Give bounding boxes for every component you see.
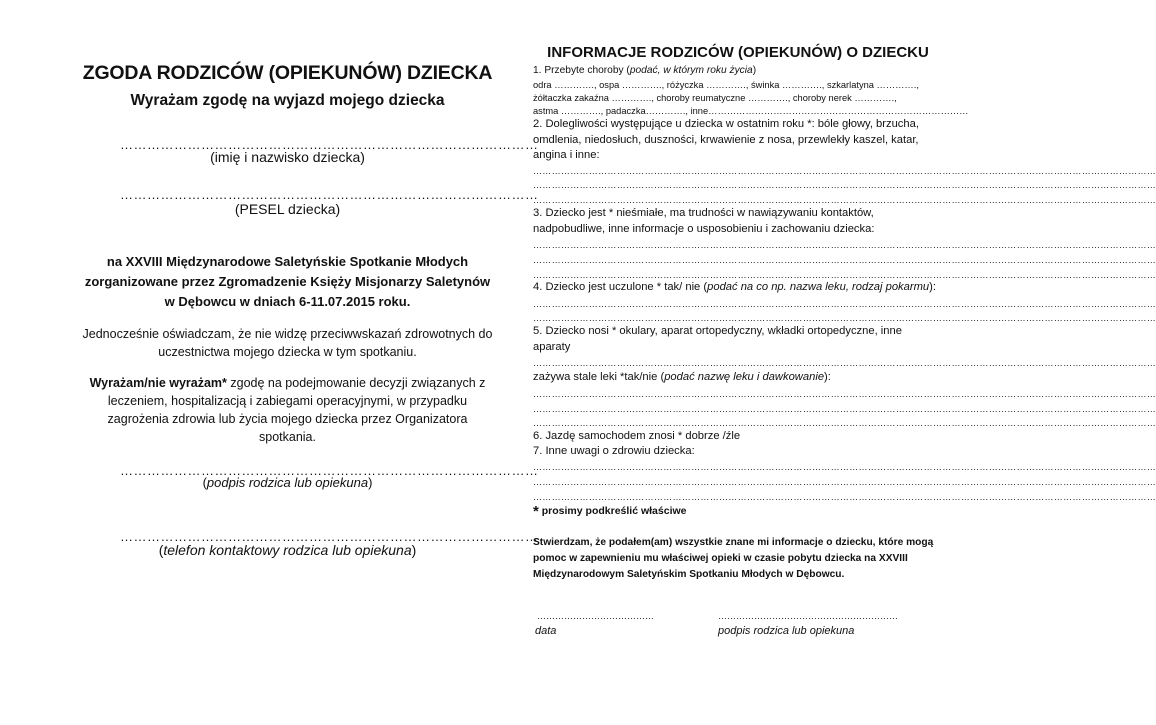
- pesel-caption: (PESEL dziecka): [234, 201, 341, 217]
- date-field[interactable]: …………………………………: [537, 611, 654, 621]
- q1-line-3[interactable]: astma …………., padaczka…………., inne…………………………………………………………………………: [533, 106, 969, 116]
- meds-suffix: ):: [824, 371, 831, 383]
- parent-statement: Stwierdzam, że podałem(am) wszystkie znane mi informacje o dziecku, które mogą pomoc w zapewnieniu mu właściwej opieki w czasie pobytu dziecka na XXVIII Międzynarodowym Saletyńskim Spotkaniu Młodych w Dębowcu.: [533, 537, 934, 580]
- q5-answer-1[interactable]: …………………………………………………………………………………………………………………………………………………………………………………: [533, 358, 1156, 368]
- q1-line-2[interactable]: żółtaczka zakaźna …………., choroby reumatyczne …………., choroby nerek ………….,: [533, 93, 897, 103]
- child-name-caption: (imię i nazwisko dziecka): [210, 149, 365, 165]
- consent-title: ZGODA RODZICÓW (OPIEKUNÓW) DZIECKA: [82, 62, 493, 84]
- parent-signature-label: podpis rodzica lub opiekuna: [718, 625, 855, 637]
- meds-text: [533, 370, 943, 386]
- meds-hint: podać nazwę leku i dawkowanie: [664, 371, 825, 383]
- q2-answer-3[interactable]: …………………………………………………………………………………………………………………………………………………………………………………: [533, 195, 1156, 205]
- q7-text: 7. Inne uwagi o zdrowiu dziecka:: [533, 445, 695, 457]
- q3-answer-3[interactable]: …………………………………………………………………………………………………………………………………………………………………………………: [533, 270, 1156, 280]
- consent-text: zgodę na podejmowanie decyzji związanych z leczeniem, hospitalizacją i zabiegami operacyjnymi, w przypadku zagrożenia zdrowia lub życia mojego dziecka przez Organizatora spotkania.: [107, 376, 486, 444]
- medical-consent: [80, 374, 495, 446]
- date-label: data: [535, 625, 557, 637]
- q2-answer-2[interactable]: …………………………………………………………………………………………………………………………………………………………………………………: [533, 180, 1156, 190]
- q4-prefix: 4. Dziecko jest uczulone * tak/ nie (: [533, 281, 708, 293]
- info-title: INFORMACJE RODZICÓW (OPIEKUNÓW) O DZIECKU: [547, 44, 929, 61]
- event-line-3: w Dębowcu w dniach 6-11.07.2015 roku.: [164, 294, 411, 309]
- pesel-field[interactable]: …………………………………………………………………………………: [120, 187, 539, 202]
- meds-answer-2[interactable]: …………………………………………………………………………………………………………………………………………………………………………………: [533, 404, 1156, 414]
- q4-answer-1[interactable]: …………………………………………………………………………………………………………………………………………………………………………………: [533, 299, 1156, 309]
- consent-choice: Wyrażam/nie wyrażam*: [89, 376, 227, 390]
- phone-caption: (telefon kontaktowy rodzica lub opiekuna): [158, 542, 417, 558]
- q4-suffix: ):: [929, 281, 936, 293]
- event-line-2: zorganizowane przez Zgromadzenie Księży Misjonarzy Saletynów: [84, 274, 491, 289]
- note-text: prosimy podkreślić właściwe: [538, 505, 687, 517]
- q4-answer-2[interactable]: …………………………………………………………………………………………………………………………………………………………………………………: [533, 313, 1156, 323]
- signature-field[interactable]: …………………………………………………………………………………: [120, 463, 539, 478]
- health-statement: Jednocześnie oświadczam, że nie widzę przeciwwskazań zdrowotnych do uczestnictwa mojego dziecka w tym spotkaniu.: [82, 327, 493, 359]
- phone-caption-text: telefon kontaktowy rodzica lub opiekuna: [163, 542, 412, 558]
- q5-text: 5. Dziecko nosi * okulary, aparat ortopedyczny, wkładki ortopedyczne, inne aparaty: [533, 325, 902, 353]
- q1-line-1[interactable]: odra …………., ospa …………., różyczka …………., świnka …………., szkarlatyna ………….,: [533, 80, 919, 90]
- meds-prefix: zażywa stale leki *tak/nie (: [533, 371, 665, 383]
- meds-answer-3[interactable]: …………………………………………………………………………………………………………………………………………………………………………………: [533, 418, 1156, 428]
- underline-note: [533, 503, 943, 520]
- child-name-field[interactable]: …………………………………………………………………………………: [120, 137, 539, 152]
- event-description: [60, 252, 515, 312]
- signature-caption: (podpis rodzica lub opiekuna): [202, 475, 373, 490]
- parent-signature-field[interactable]: ……………………………………………………: [718, 611, 898, 621]
- q4-hint: podać na co np. nazwa leku, rodzaj pokarmu: [707, 281, 930, 293]
- q7-answer-2[interactable]: …………………………………………………………………………………………………………………………………………………………………………………: [533, 477, 1156, 487]
- q3-answer-2[interactable]: …………………………………………………………………………………………………………………………………………………………………………………: [533, 255, 1156, 265]
- q2-answer-1[interactable]: …………………………………………………………………………………………………………………………………………………………………………………: [533, 166, 1156, 176]
- event-line-1: na XXVIII Międzynarodowe Saletyńskie Spotkanie Młodych: [106, 254, 469, 269]
- consent-subtitle: Wyrażam zgodę na wyjazd mojego dziecka: [130, 92, 445, 109]
- q3-text: 3. Dziecko jest * nieśmiałe, ma trudności w nawiązywaniu kontaktów, nadpobudliwe, inne informacje o usposobieniu i zachowaniu dziecka:: [533, 207, 875, 235]
- q1-hint: podać, w którym roku życia: [629, 65, 753, 76]
- meds-answer-1[interactable]: …………………………………………………………………………………………………………………………………………………………………………………: [533, 389, 1156, 399]
- q7-answer-3[interactable]: …………………………………………………………………………………………………………………………………………………………………………………: [533, 492, 1156, 502]
- q2-text: 2. Dolegliwości występujące u dziecka w ostatnim roku *: bóle głowy, brzucha, omdlenia, niedosłuch, duszności, krwawienie z nosa, przewlekły kaszel, katar, angina i inne:: [533, 118, 919, 161]
- q3-answer-1[interactable]: …………………………………………………………………………………………………………………………………………………………………………………: [533, 240, 1156, 250]
- phone-field[interactable]: …………………………………………………………………………………: [120, 529, 539, 544]
- q1-heading: [533, 65, 943, 78]
- q1-suffix: ): [752, 65, 757, 76]
- note-asterisk: *: [533, 503, 539, 520]
- q6-text: 6. Jazdę samochodem znosi * dobrze /źle: [533, 430, 741, 442]
- q7-answer-1[interactable]: …………………………………………………………………………………………………………………………………………………………………………………: [533, 462, 1156, 472]
- q4-text: [533, 280, 943, 296]
- q1-prefix: 1. Przebyte choroby (: [533, 65, 630, 76]
- signature-caption-text: podpis rodzica lub opiekuna: [206, 475, 369, 490]
